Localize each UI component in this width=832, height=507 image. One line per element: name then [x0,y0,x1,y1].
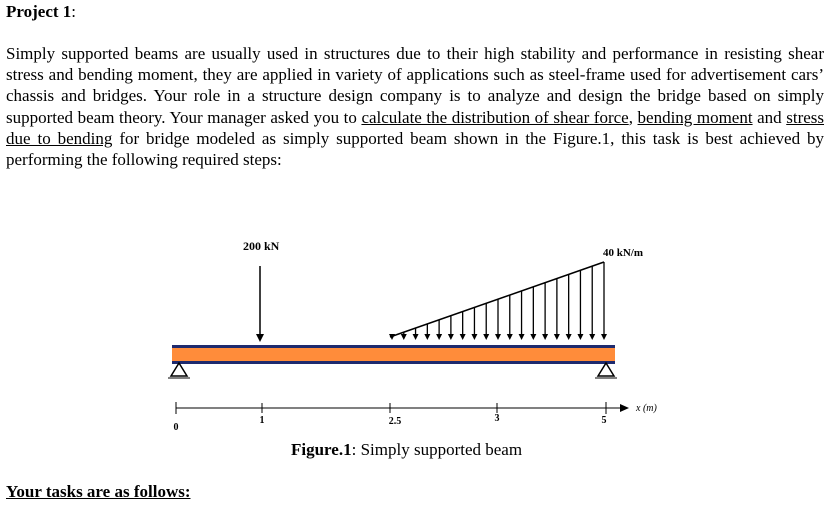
paragraph-sep-2: and [752,107,787,127]
tick-label-25: 2.5 [388,416,402,427]
right-support-icon [595,363,617,378]
underlined-bending-stress: stress due to bending [6,107,825,148]
project-title [6,2,76,22]
paragraph-text-2: for bridge modeled as simply supported beam shown in the Figure.1, this task is best achieved by performing the following required steps: [6,128,824,170]
x-axis-label: x (m) [636,403,657,414]
udl-arrowhead [495,334,501,340]
beam-body [172,348,615,361]
figure-caption-text: : Simply supported beam [351,440,523,459]
udl-arrowhead [483,334,489,340]
underlined-shear-force: calculate the distribution of shear force [361,107,629,127]
udl-arrowhead [577,334,583,340]
udl-arrowhead [519,334,525,340]
udl-arrowhead [389,334,395,340]
underlined-bending-moment: bending moment [637,107,753,127]
figure-caption [291,440,522,460]
x-axis-arrowhead [620,404,629,412]
udl-arrowhead [542,334,548,340]
figure-caption-label: Figure.1 [291,440,352,459]
udl-arrowhead [471,334,477,340]
intro-paragraph [6,43,824,170]
udl-arrowhead [401,334,407,340]
udl-arrowhead [460,334,466,340]
paragraph-text-1: Simply supported beams are usually used in structures due to their high stability and performance in resisting shear stress and bending moment, they are applied in variety of applications such as steel-frame used for advertisement cars’ chassis and bridges. Your role in a structure design company is to analyze and design the bridge based on simply supported beam theory. Your manager asked you to [6,44,824,127]
distributed-load-slope [390,262,604,337]
project-colon: : [71,2,77,21]
left-support-icon [168,363,190,378]
distributed-load-label: 40 kN/m [603,247,644,259]
tick-label-1: 1 [259,415,265,426]
udl-arrowhead [554,334,560,340]
udl-arrowhead [436,334,442,340]
udl-arrowhead [448,334,454,340]
point-load-label: 200 kN [243,239,280,253]
project-label: Project 1 [6,2,72,21]
udl-arrowhead [413,334,419,340]
distributed-load-arrows [389,262,607,340]
udl-arrowhead [507,334,513,340]
paragraph-sep-1: , [628,107,638,127]
tick-label-5: 5 [601,415,607,426]
tasks-heading: Your tasks are as follows: [6,482,191,501]
udl-arrowhead [530,334,536,340]
udl-arrowhead [589,334,595,340]
tick-label-0: 0 [173,422,179,433]
beam-top-edge [172,345,615,348]
beam-bottom-edge [172,361,615,364]
udl-arrowhead [566,334,572,340]
point-load-arrowhead [256,334,264,342]
udl-arrowhead [424,334,430,340]
beam-figure [0,225,832,465]
udl-arrowhead [601,334,607,340]
tick-label-3: 3 [494,413,500,424]
